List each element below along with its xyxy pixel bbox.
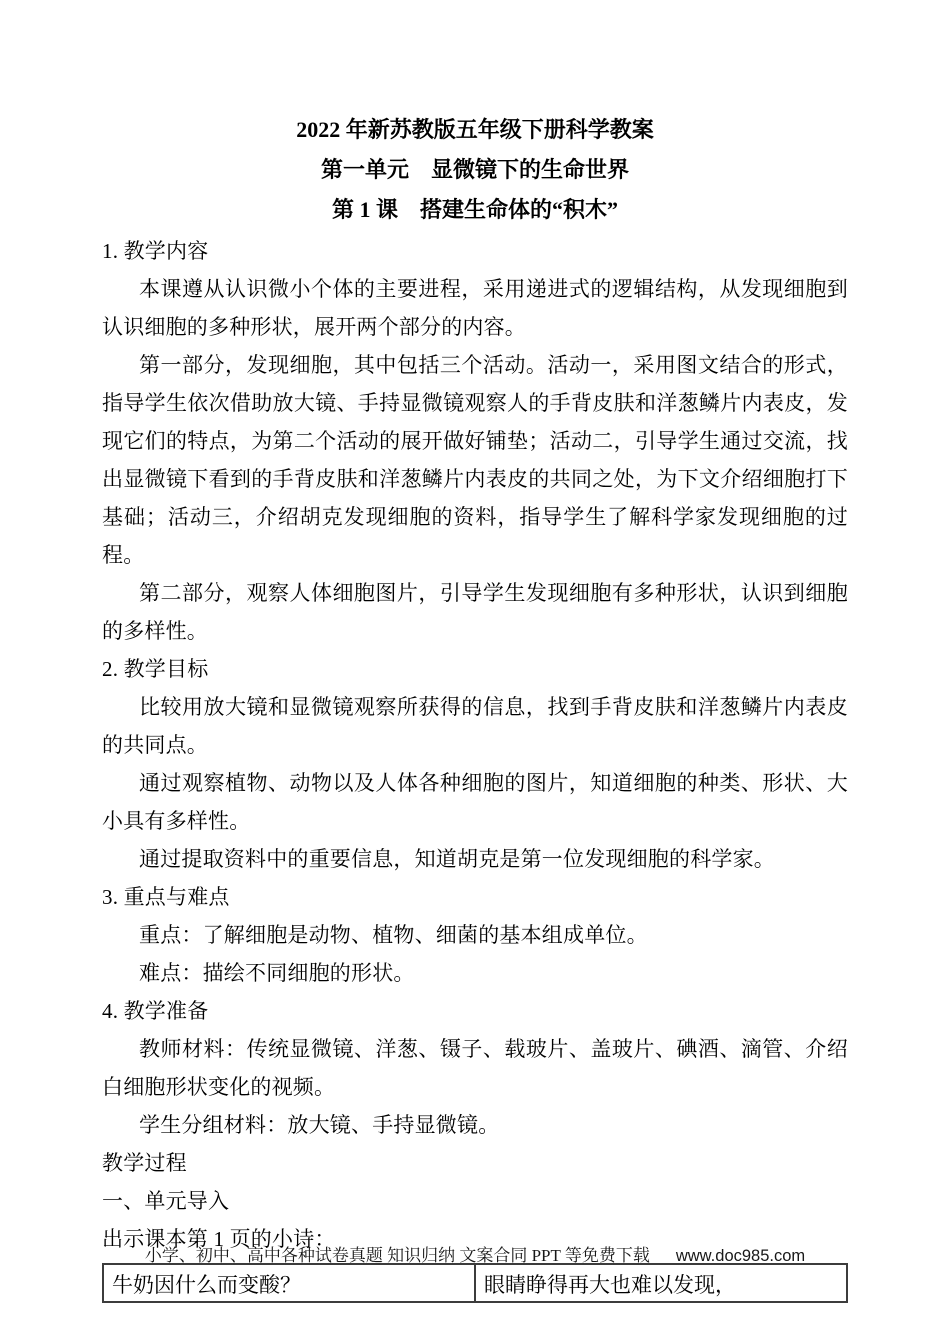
table-cell-right: 眼睛睁得再大也难以发现， — [475, 1264, 847, 1302]
paragraph: 本课遵从认识微小个体的主要进程，采用递进式的逻辑结构，从发现细胞到认识细胞的多种形状，展开两个部分的内容。 — [102, 277, 848, 339]
lesson-title: 第 1 课 搭建生命体的“积木” — [331, 197, 618, 222]
paragraph: 通过提取资料中的重要信息，知道胡克是第一位发现细胞的科学家。 — [139, 847, 775, 871]
page-footer — [0, 1241, 950, 1266]
line-unit-introduction: 一、单元导入 — [102, 1189, 230, 1213]
paragraph: 通过观察植物、动物以及人体各种细胞的图片，知道细胞的种类、形状、大小具有多样性。 — [102, 771, 848, 833]
poem-table — [102, 1263, 848, 1303]
paragraph-difficult-point: 难点：描绘不同细胞的形状。 — [139, 961, 415, 985]
paragraph-key-point: 重点：了解细胞是动物、植物、细菌的基本组成单位。 — [139, 923, 648, 947]
line-teaching-process: 教学过程 — [102, 1151, 187, 1175]
document-title: 2022 年新苏教版五年级下册科学教案 — [296, 117, 654, 142]
section-heading-key-difficult-points: 3. 重点与难点 — [102, 885, 230, 909]
footer-promo-text: 小学、初中、高中各种试卷真题 知识归纳 文案合同 PPT 等免费下载 — [144, 1246, 650, 1265]
paragraph: 第二部分，观察人体细胞图片，引导学生发现细胞有多种形状，认识到细胞的多样性。 — [102, 581, 848, 643]
section-heading-teaching-goals: 2. 教学目标 — [102, 657, 209, 681]
section-heading-teaching-content: 1. 教学内容 — [102, 239, 209, 263]
unit-title: 第一单元 显微镜下的生命世界 — [320, 157, 629, 182]
footer-url: www.doc985.com — [675, 1247, 806, 1265]
line-show-poem: 出示课本第 1 页的小诗： — [102, 1227, 336, 1251]
section-heading-teaching-preparation: 4. 教学准备 — [102, 999, 209, 1023]
table-cell-left: 牛奶因什么而变酸？ — [103, 1264, 475, 1302]
paragraph: 比较用放大镜和显微镜观察所获得的信息，找到手背皮肤和洋葱鳞片内表皮的共同点。 — [102, 695, 848, 757]
title-block — [102, 110, 848, 230]
paragraph-student-materials: 学生分组材料：放大镜、手持显微镜。 — [139, 1113, 500, 1137]
paragraph-teacher-materials: 教师材料：传统显微镜、洋葱、镊子、载玻片、盖玻片、碘酒、滴管、介绍白细胞形状变化的视频。 — [102, 1037, 848, 1099]
paragraph: 第一部分，发现细胞，其中包括三个活动。活动一，采用图文结合的形式，指导学生依次借助放大镜、手持显微镜观察人的手背皮肤和洋葱鳞片内表皮，发现它们的特点，为第二个活动的展开做好铺垫；活动二，引导学生通过交流，找出显微镜下看到的手背皮肤和洋葱鳞片内表皮的共同之处，为下文介绍细胞打下基础；活动三，介绍胡克发现细胞的资料，指导学生了解科学家发现细胞的过程。 — [102, 353, 848, 567]
table-row — [103, 1264, 847, 1302]
